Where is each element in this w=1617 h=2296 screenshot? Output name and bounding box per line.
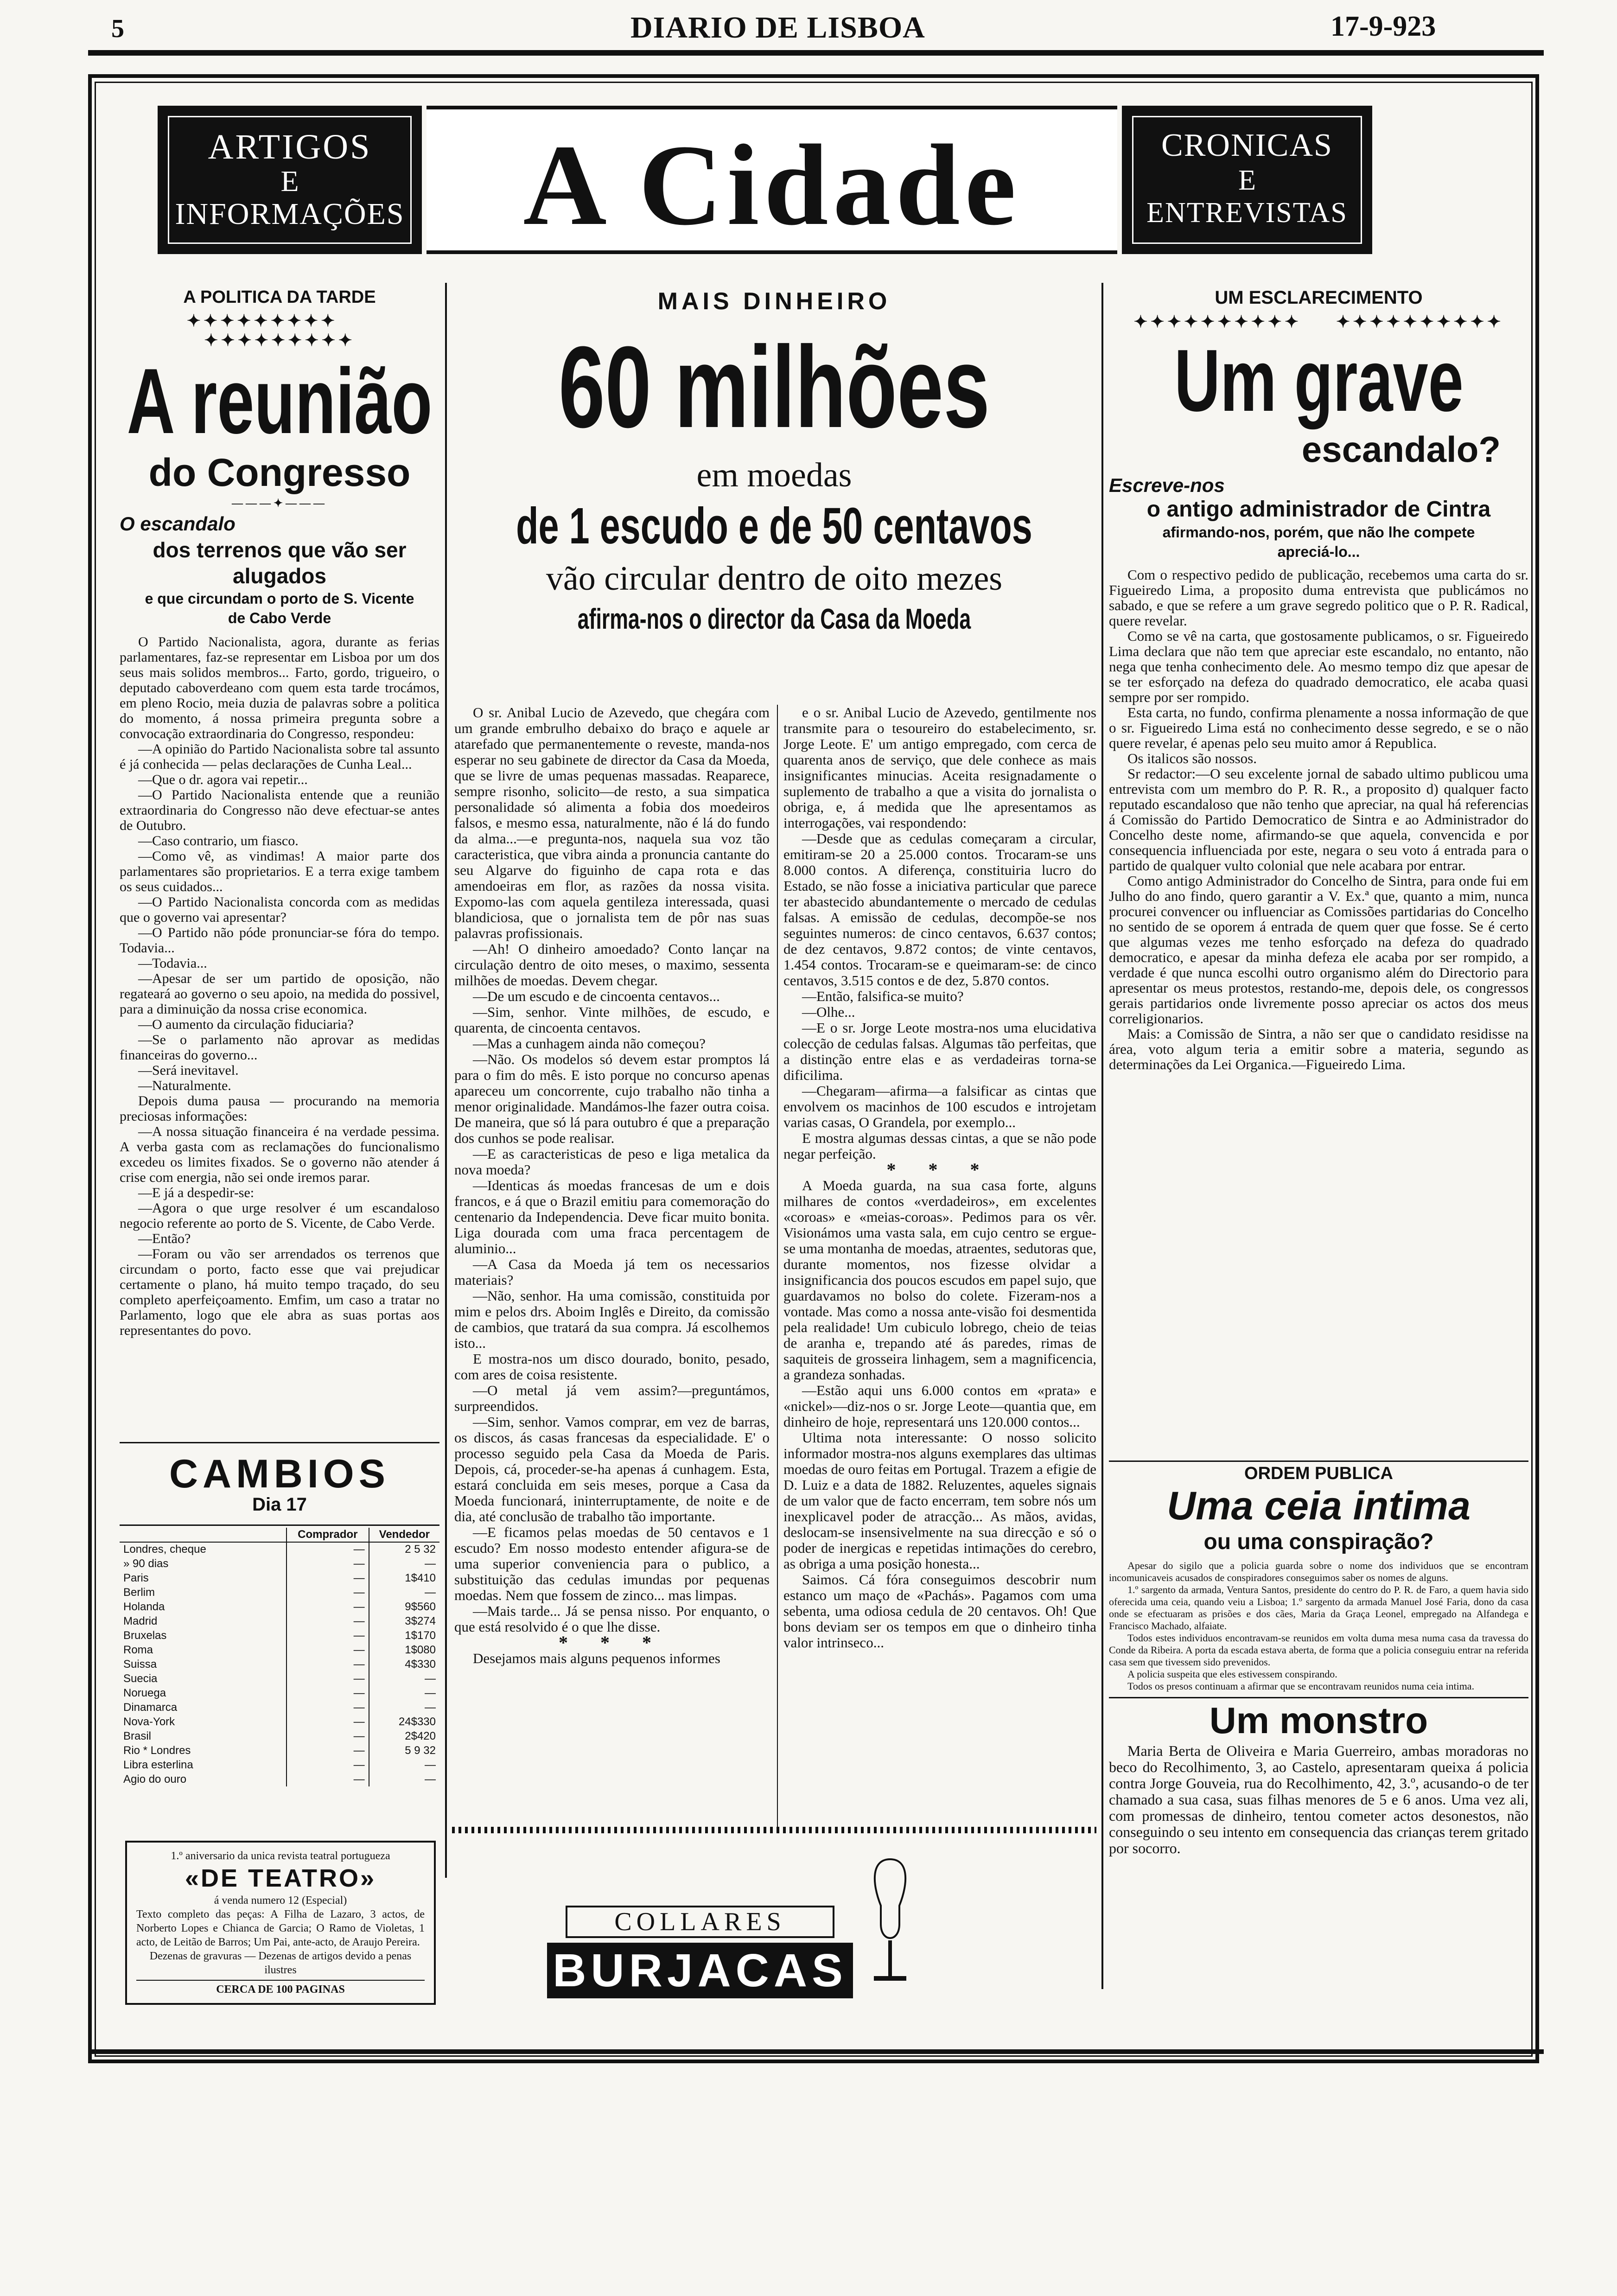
paragraph: A Moeda guarda, na sua casa forte, alguns milhares de contos «verdadeiros», em excelentes «coroas» e «meias-coroas». Pedimos para os vêr. Visionámos uma vasta sala, em cujo centro se ergue-se uma montanha de moedas, atraentes, sedutoras que, durante momentos, nos fizesse olvidar a insignificancia dos poucos escudos em papel sujo, que guardavamos no bolso do colete. Fizeram-nos a vontade. Mas como a nossa ante-visão foi desmentida pela realidade! Um cubiculo lobrego, cheio de teias de aranha e, trepando até ás paredes, rimas de saquiteis de grosseira linhagem, sem a magnificencia, a grandeza sonhadas. <box>783 1177 1096 1383</box>
cambios-place: Libra esterlina <box>123 1758 193 1771</box>
teatro-line3: Texto completo das peças: A Filha de Lazaro, 3 actos, de Norberto Lopes e Chianca de Garcia; O Ramo de Violetas, 1 acto, de Leitão de Barros; Um Pai, ante-acto, de Araujo Pereira. <box>136 1908 425 1948</box>
cambios-comprador: — <box>286 1729 369 1743</box>
teatro-line1: 1.º aniversario da unica revista teatral portugueza <box>171 1850 390 1862</box>
center-kicker: MAIS DINHEIRO <box>657 288 891 315</box>
cambios-vendedor: — <box>369 1700 439 1715</box>
cambios-top-rule <box>120 1442 439 1443</box>
monstro-headline: Um monstro <box>1209 1700 1428 1741</box>
cambios-vendedor: 9$560 <box>369 1600 439 1614</box>
cambios-comprador: — <box>286 1671 369 1686</box>
paragraph: —Não, senhor. Ha uma comissão, constituida por mim e pelos drs. Aboim Inglês e Direito, da comissão de cambios, que tratará da sua compra. Já escolhemos isto... <box>454 1288 770 1351</box>
paragraph: —Olhe... <box>802 1004 855 1020</box>
ordem-publica-section <box>1109 1461 1528 1856</box>
center-sub4: afirma-nos o director da Casa da Moeda <box>577 603 971 635</box>
cambios-comprador: — <box>286 1743 369 1758</box>
left-subhead-4: de Cabo Verde <box>228 610 331 626</box>
cambios-row <box>120 1643 439 1657</box>
cambios-header-vendedor: Vendedor <box>369 1528 439 1542</box>
column-rule-right <box>1101 283 1103 1989</box>
cambios-comprador: — <box>286 1628 369 1643</box>
left-column: A POLITICA DA TARDE ✦✦✦✦✦✦✦✦✦ ✦✦✦✦✦✦✦✦✦ A reunião do Congresso ———✦——— O escandalo dos terrenos que vão ser alugados e que circundam o porto de S. Vicente de Cabo Verde O Partido Nacionalista, agora, durante as ferias parlamentares, faz-se representar em Lisboa por um dos seus mais solidos membros... Farto, gordo, trigueiro, o deputado caboverdeano com quem esta tarde trocámos, em pleno Rocio, meia duzia de palavras sobre a politica do momento, á nossa primeira pregunta sobre a convocação extraordinaria do Congresso, respondeu: —A opinião do Partido Nacionalista sobre tal assunto é já conhecida — pelas declarações de Cunha Leal... —Que o dr. agora vai repetir... —O Partido Nacionalista entende que a reunião extraordinaria do Congresso não deve efectuar-se antes de Outubro. —Caso contrario, um fiasco. —Como vê, as vindimas! A maior parte dos parlamentares são proprietarios. E a terra exige tambem os seus cuidados... —O Partido Nacionalista concorda com as medidas que o governo vai apresentar? —O Partido não póde pronunciar-se fóra do tempo. Todavia... —Todavia... —Apesar de ser um partido de oposição, não regateará ao governo o seu apoio, na medida do possivel, para a diminuição da nossa crise economica. —O aumento da circulação fiduciaria? —Se o parlamento não aprovar as medidas financeiras do governo... —Será inevitavel. —Naturalmente. Depois duma pausa — procurando na memoria preciosas informações: —A nossa situação financeira é na verdade pessima. A verba gasta com as reclamações do funcionalismo excedeu os limites fixados. Se o governo não atender á crise com energia, não sei onde iremos parar. —E já a despedir-se: —Agora o que urge resolver é um escandaloso negocio referente ao porto de S. Vicente, de Cabo Verde. —Então? —Foram ou vão ser arrendados os terrenos que circundam o porto, facto esse que vai prejudicar certamente o plano, há muito tempo traçado, do seu completo aperfeiçoamento. Emfim, um caso a tratar no Parlamento, logo que ele abra as suas portas aos representantes do povo. <box>120 287 439 1338</box>
paragraph: —E o sr. Jorge Leote mostra-nos uma elucidativa colecção de cedulas falsas. Algumas tão perfeitas, que a distinção entre elas e as verdadeiras torna-se dificilima. <box>783 1020 1096 1083</box>
section-separator: * * * <box>886 1159 993 1180</box>
center-headline: 60 milhões <box>558 322 990 452</box>
cambios-row <box>120 1743 439 1758</box>
paragraph: Como se vê na carta, que gostosamente publicamos, o sr. Figueiredo Lima declara que não tem que apreciar este escandalo, no entanto, não nega que tenha conhecimento dele. Ao mesmo tempo diz que apesar de se ter esforçado na defeza do quadrado democratico, ele acaba quasi sempre por ser rompido. <box>1109 628 1528 705</box>
paragraph: e o sr. Anibal Lucio de Azevedo, gentilmente nos transmite para o tesoureiro do estabelecimento, sr. Jorge Leote. E' um antigo empregado, com cerca de quarenta anos de serviço, que dele conhece as mais insignificantes minucias. Aceita resignadamente o suplemento de trabalho a que a visita do jornalista o obriga, e, á medida que lhe apresentamos as interrogações, vai respondendo: <box>783 704 1096 831</box>
cambios-place: Suecia <box>123 1672 158 1685</box>
paragraph: —Então, falsifica-se muito? <box>802 988 964 1004</box>
center-article-col-a <box>454 705 770 1666</box>
left-article-body <box>120 634 439 1338</box>
cambios-vendedor: — <box>369 1772 439 1786</box>
cambios-row <box>120 1614 439 1628</box>
center-bottom-rule <box>452 1827 1096 1833</box>
paragraph: —Estão aqui uns 6.000 contos em «prata» e «nickel»—diz-nos o sr. Jorge Leote—quantia que, em dinheiro de hoje, representará uns 120.000 contos... <box>783 1382 1096 1430</box>
paragraph: Esta carta, no fundo, confirma plenamente a nossa informação de que o sr. Figueiredo Lima está no conhecimento desse segredo, e se o não quere revelar, é apenas pelo seu muito amor á Republica. <box>1109 704 1528 751</box>
left-headline: A reunião <box>127 350 433 453</box>
cambios-row <box>120 1772 439 1786</box>
paragraph: Sr redactor:—O seu excelente jornal de sabado ultimo publicou uma entrevista com um membro do P. R. R., a proposito d) qualquer facto reputado escandaloso que não tenho que apreciar, na qual há referencias á Comissão do Partido Democratico de Sintra e ao Administrador do Concelho deste nome, afirmando-se que aquela, convencida e por consequencia influenciada por este, negara o seu voto á entrada para o partido de qualquer vulto colonial que nele acabara por entrar. <box>1109 765 1528 874</box>
right-column: UM ESCLARECIMENTO ✦✦✦✦✦✦✦✦✦✦ ✦✦✦✦✦✦✦✦✦✦ Um grave escandalo? Escreve-nos o antigo administrador de Cintra afirmando-nos, porém, que não lhe compete apreciá-lo... Com o respectivo pedido de publicação, recebemos uma carta do sr. Figueiredo Lima, a proposito duma entrevista que publicámos no sabado, e que se refere a um grave segredo politico que o P. R. Radical, quere revelar. Como se vê na carta, que gostosamente publicamos, o sr. Figueiredo Lima declara que não tem que apreciar este escandalo, no entanto, não nega que tenha conhecimento dele. Ao mesmo tempo diz que apesar de se ter esforçado na defeza do quadrado democratico, ele acaba quasi sempre por ser rompido. Esta carta, no fundo, confirma plenamente a nossa informação de que o sr. Figueiredo Lima está no conhecimento desse segredo, e se o não quere revelar, é apenas pelo seu muito amor á Republica. Os italicos são nossos. Sr redactor:—O seu excelente jornal de sabado ultimo publicou uma entrevista com um membro do P. R. R., a proposito d) qualquer facto reputado escandaloso que não tenho que apreciar, na qual há referencias á Comissão do Partido Democratico de Sintra e ao Administrador do Concelho deste nome, afirmando-se que aquela, convencida e por consequencia influenciada por este, negara o seu voto á entrada para o partido de qualquer vulto colonial que nele acabara por entrar. Como antigo Administrador do Concelho de Sintra, para onde fui em Julho do ano findo, quero garantir a V. Ex.ª que, quanto a mim, nunca procurei convencer ou influenciar as Comissões partidarias do Concelho no sentido de se oporem á entrada de quem quer que fosse. Se é certo que algumas vezes me tenho esforçado na defeza do quadrado democratico, e apesar da minha defeza ele acaba por ser rompido, a verdade é que nunca escolhi outro organismo além do Directorio para apresentar os meus protestos, restando-me, depois dele, os congressos gerais partidarios onde livremente posso apreciar os actos dos meus correligionarios. Mais: a Comissão de Sintra, a não ser que o candidato residisse na área, voto algum teria a emitir sobre a materia, segundo as determinações da Lei Organica.—Figueiredo Lima. <box>1109 287 1528 1072</box>
teatro-ad <box>125 1841 436 2005</box>
header-rule <box>88 50 1544 56</box>
cambios-comprador: — <box>286 1571 369 1585</box>
paragraph: —Se o parlamento não aprovar as medidas financeiras do governo... <box>120 1032 439 1063</box>
cambios-place: Nova-York <box>123 1715 175 1728</box>
cambios-row <box>120 1686 439 1700</box>
paragraph: —E as caracteristicas de peso e liga metalica da nova moeda? <box>454 1146 770 1178</box>
paragraph: —Chegaram—afirma—a falsificar as cintas que envolvem os macinhos de 100 escudos e introjetam varias casas, O Grandela, por exemplo... <box>783 1083 1096 1130</box>
cambios-row <box>120 1585 439 1600</box>
cambios-vendedor: 1$080 <box>369 1643 439 1657</box>
paragraph: —Ah! O dinheiro amoedado? Conto lançar na circulação dentro de oito meses, o maximo, sessenta milhões de moedas. Devem chegar. <box>454 941 770 989</box>
cambios-row <box>120 1600 439 1614</box>
left-subhead: do Congresso <box>148 451 411 494</box>
cambios-place: Agio do ouro <box>123 1773 187 1786</box>
right-subhead-2: o antigo administrador de Cintra <box>1146 497 1491 522</box>
cambios-place: Madrid <box>123 1614 158 1627</box>
cambios-place: Londres, cheque <box>123 1543 206 1556</box>
cambios-row <box>120 1657 439 1671</box>
masthead-title-panel <box>427 106 1117 254</box>
paragraph: —Mais tarde... Já se pensa nisso. Por enquanto, o que está resolvido é o que lhe disse. <box>454 1603 770 1635</box>
paragraph: O Partido Nacionalista, agora, durante as ferias parlamentares, faz-se representar em Lisboa por um dos seus mais solidos membros... Farto, gordo, trigueiro, o deputado caboverdeano com quem esta tarde trocámos, em pleno Rocio, meia duzia de palavras sobre a politica do momento, á nossa primeira pregunta sobre a convocação extraordinaria do Congresso, respondeu: <box>120 634 439 741</box>
paragraph: —Foram ou vão ser arrendados os terrenos que circundam o porto, facto esse que vai prejudicar certamente o plano, há muito tempo traçado, do seu completo aperfeiçoamento. Emfim, um caso a tratar no Parlamento, logo que ele abra as suas portas aos representantes do povo. <box>120 1246 439 1338</box>
wine-glass-illustration <box>862 1850 918 1998</box>
cambios-place: Bruxelas <box>123 1629 167 1642</box>
cambios-row <box>120 1628 439 1643</box>
paragraph: —Desde que as cedulas começaram a circular, emitiram-se 20 a 25.000 contos. Trocaram-se uns 8.000 contos. A diferença, constituiria lucro do Estado, se não fosse a iniciativa particular que parece ter abastecido abundantemente o mercado de cedulas falsas. A emissão de cedulas, decompõe-se nos seguintes numeros: de cinco centavos, 6.637 contos; de dez centavos, 9.872 contos; de vinte centavos, 1.454 contos. Trocaram-se e queimaram-se: de cinco centavos, 3.515 contos e de dez, 5.870 contos. <box>783 830 1096 989</box>
cambios-place: Roma <box>123 1643 153 1656</box>
cambios-comprador: — <box>286 1643 369 1657</box>
paragraph: 1.º sargento da armada, Ventura Santos, presidente do centro do P. R. de Faro, a quem havia sido oferecida uma ceia, quando veiu a Lisboa; 1.º sargento da armada Manuel José Faria, dono da casa onde se efectuaram as prisões e dos cães, Maria da Graça Leonel, empregado na Alfandega e Francisco Machado, alfaiate. <box>1109 1584 1528 1632</box>
paragraph: —Caso contrario, um fiasco. <box>138 833 299 848</box>
page-number: 5 <box>111 14 124 43</box>
cambios-comprador: — <box>286 1758 369 1772</box>
masthead-right-line1: CRONICAS <box>1161 128 1333 163</box>
cambios-comprador: — <box>286 1585 369 1600</box>
paragraph: —Sim, senhor. Vamos comprar, em vez de barras, os discos, ás casas francesas da especialidade. E' o processo seguido pela Casa da Moeda de Paris. Depois, cá, proceder-se-ha apenas á cunhagem. Esta, estará concluida em seis meses, porque a Casa da Moeda funcionará, ininterruptamente, de noite e de dia, até conclusão de trabalho tão importante. <box>454 1414 770 1524</box>
issue-date: 17-9-923 <box>1331 11 1436 42</box>
paragraph: —Todavia... <box>138 956 207 971</box>
teatro-line4: Dezenas de gravuras — Dezenas de artigos devido a penas ilustres <box>149 1950 412 1976</box>
cambios-vendedor: — <box>369 1671 439 1686</box>
ordem-subhead: ou uma conspiração? <box>1203 1530 1434 1554</box>
paragraph: A policia suspeita que eles estivessem conspirando. <box>1127 1668 1337 1680</box>
ad-top-text: COLLARES <box>566 1906 834 1938</box>
cambios-row <box>120 1542 439 1556</box>
section-separator: * * * <box>559 1632 665 1653</box>
cambios-row <box>120 1729 439 1743</box>
cambios-row <box>120 1715 439 1729</box>
paragraph: —A nossa situação financeira é na verdade pessima. A verba gasta com as reclamações do funcionalismo excedeu os limites fixados. Se o governo não atender á crise com energia, não sei onde iremos parar. <box>120 1124 439 1185</box>
cambios-place: Noruega <box>123 1686 166 1699</box>
cambios-header-comprador: Comprador <box>286 1528 369 1542</box>
cambios-place: Paris <box>123 1571 149 1584</box>
footer-rule <box>88 2049 1544 2054</box>
paragraph: —E ficamos pelas moedas de 50 centavos e 1 escudo? Em nosso modesto entender afigura-se de uma superior conveniencia para o publico, a substituição das cedulas imundas por pequenas moedas. Nem que fossem de zinco... mas limpas. <box>454 1524 770 1603</box>
paragraph: —Não. Os modelos só devem estar promptos lá para o fim do mês. E isto porque no concurso apenas apareceu um concorrente, cujo trabalho não tinha a menor originalidade. Mandámos-lhe fazer outra coisa. De maneira, que só lá para outubro é que a preparação dos cunhos se pode realisar. <box>454 1051 770 1146</box>
paragraph: —Sim, senhor. Vinte milhões, de escudo, e quarenta, de cincoenta centavos. <box>454 1004 770 1036</box>
cambios-vendedor: 4$330 <box>369 1657 439 1671</box>
ad-brand: BURJACAS <box>547 1943 853 1998</box>
cambios-vendedor: 5 9 32 <box>369 1743 439 1758</box>
right-headline: Um grave <box>1174 332 1464 430</box>
left-subhead-3: e que circundam o porto de S. Vicente <box>145 590 414 607</box>
newspaper-name: DIARIO DE LISBOA <box>630 11 925 45</box>
cambios-vendedor: 2$420 <box>369 1729 439 1743</box>
masthead-left-line3: INFORMAÇÕES <box>175 197 405 231</box>
cambios-comprador: — <box>286 1686 369 1700</box>
cambios-vendedor: — <box>369 1556 439 1571</box>
cambios-box <box>120 1451 439 1786</box>
cambios-day: Dia 17 <box>252 1494 307 1515</box>
teatro-title: «DE TEATRO» <box>185 1864 376 1892</box>
paragraph: —O Partido não póde pronunciar-se fóra do tempo. Todavia... <box>120 925 439 956</box>
left-section-label: O escandalo <box>120 513 236 535</box>
center-article-col-b <box>783 705 1096 1651</box>
paragraph: —O metal já vem assim?—preguntámos, surpreendidos. <box>454 1382 770 1414</box>
masthead-right-line3: ENTREVISTAS <box>1146 197 1348 229</box>
ordem-headline: Uma ceia intima <box>1167 1484 1471 1528</box>
paragraph: Os italicos são nossos. <box>1127 750 1257 766</box>
left-kicker: A POLITICA DA TARDE <box>183 287 376 307</box>
masthead-right-panel <box>1122 106 1372 254</box>
paragraph: Ultima nota interessante: O nosso solicito informador mostra-nos alguns exemplares das ultimas moedas de ouro feitas em Portugal. Trazem a efigie de D. Luiz e a data de 1882. Reluzentes, aqueles signais de um valor que de facto encerram, tem sobre nós um inexplicavel poder de atracção... As mãos, avidas, deslocam-se insensivelmente na sua direcção e só o poder de inergicas e repetidas intimações do cerebro, as obriga a uma posição honesta... <box>783 1429 1096 1572</box>
paragraph: Todos os presos continuam a afirmar que se encontravam reunidos numa ceia intima. <box>1127 1680 1475 1692</box>
cambios-row <box>120 1571 439 1585</box>
right-subhead-3: afirmando-nos, porém, que não lhe compete <box>1162 524 1475 541</box>
masthead-right-line2: E <box>1238 165 1256 196</box>
cambios-vendedor: 24$330 <box>369 1715 439 1729</box>
cambios-comprador: — <box>286 1542 369 1556</box>
paragraph: Maria Berta de Oliveira e Maria Guerreiro, ambas moradoras no beco do Recolhimento, 3, ao Castelo, apresentaram queixa á policia contra Jorge Gouveia, rua do Recolhimento, 42, 3.º, acusando-o de ter chamado a sua casa, suas filhas menores de 5 e 6 anos. Uma vez ali, com promessas de dinheiro, tentou cometer actos desonestos, não conseguindo o seu intento em consequencia das crianças terem gritado por socorro. <box>1109 1742 1528 1856</box>
cambios-comprador: — <box>286 1715 369 1729</box>
cambios-place: Dinamarca <box>123 1701 178 1714</box>
cambios-title: CAMBIOS <box>169 1452 390 1496</box>
cambios-place: Brasil <box>123 1729 152 1742</box>
paragraph: E mostra algumas dessas cintas, a que se não pode negar perfeição. <box>783 1130 1096 1162</box>
center-sub2: de 1 escudo e de 50 centavos <box>516 497 1032 555</box>
cambios-vendedor: 1$170 <box>369 1628 439 1643</box>
cambios-vendedor: 1$410 <box>369 1571 439 1585</box>
paragraph: —Mas a cunhagem ainda não começou? <box>473 1035 706 1052</box>
cambios-place: Rio * Londres <box>123 1744 191 1757</box>
cambios-vendedor: — <box>369 1686 439 1700</box>
paragraph: —De um escudo e de cincoenta centavos... <box>473 988 720 1004</box>
column-rule-center <box>777 705 778 1827</box>
paragraph: —O Partido Nacionalista concorda com as medidas que o governo vai apresentar? <box>120 894 439 925</box>
cambios-table <box>120 1528 439 1786</box>
paragraph: Todos estes individuos encontravam-se reunidos em volta duma mesa numa casa da travessa do Conde da Ribeira. A porta da escada estava aberta, de forma que a policia conseguiu entrar na referida casa sem que tivessem sido prevenidos. <box>1109 1632 1528 1668</box>
collares-burjacas-ad <box>547 1906 853 2008</box>
right-kicker: UM ESCLARECIMENTO <box>1215 287 1423 308</box>
masthead-left-line2: E <box>280 165 299 198</box>
paragraph: —E já a despedir-se: <box>138 1185 255 1200</box>
paragraph: —A opinião do Partido Nacionalista sobre tal assunto é já conhecida — pelas declarações de Cunha Leal... <box>120 741 439 772</box>
cambios-vendedor: — <box>369 1758 439 1772</box>
masthead-left-panel <box>158 106 422 254</box>
right-subhead-4: apreciá-lo... <box>1277 543 1360 560</box>
cambios-comprador: — <box>286 1600 369 1614</box>
paragraph: —Identicas ás moedas francesas de um e dois francos, e á que o Brazil emitiu para comemoração do centenario da Independencia. Deve ficar muito bonita. Liga dourada com uma fraca percentagem de aluminio... <box>454 1177 770 1256</box>
paragraph: —Que o dr. agora vai repetir... <box>138 772 308 787</box>
right-section-label: Escreve-nos <box>1109 474 1225 496</box>
paragraph: Apesar do sigilo que a policia guarda sobre o nome dos individuos que se encontram incomunicaveis acusados de conspiradores conseguimos saber os nomes de alguns. <box>1109 1560 1528 1583</box>
paragraph: Desejamos mais alguns pequenos informes <box>473 1650 720 1666</box>
cambios-comprador: — <box>286 1772 369 1786</box>
cambios-vendedor: 3$274 <box>369 1614 439 1628</box>
cambios-comprador: — <box>286 1556 369 1571</box>
paragraph: —A Casa da Moeda já tem os necessarios materiais? <box>454 1256 770 1288</box>
cambios-row <box>120 1556 439 1571</box>
cambios-row <box>120 1758 439 1772</box>
teatro-line5: CERCA DE 100 PAGINAS <box>136 1980 425 1996</box>
right-article-body <box>1109 567 1528 1072</box>
cambios-place: Berlim <box>123 1586 155 1599</box>
cambios-comprador: — <box>286 1700 369 1715</box>
cambios-row <box>120 1671 439 1686</box>
paragraph: —O aumento da circulação fiduciaria? <box>138 1017 354 1032</box>
ordem-body <box>1109 1560 1528 1692</box>
masthead-title: A Cidade <box>523 121 1021 249</box>
cambios-vendedor: 2 5 32 <box>369 1542 439 1556</box>
ordem-kicker: ORDEM PUBLICA <box>1244 1464 1393 1483</box>
paragraph: Mais: a Comissão de Sintra, a não ser que o candidato residisse na área, voto algum teria a emitir sobre a materia, segundo as determinações da Lei Organica.—Figueiredo Lima. <box>1109 1026 1528 1072</box>
paragraph: O sr. Anibal Lucio de Azevedo, que chegára com um grande embrulho debaixo do braço e aquele ar atarefado que permanentemente o reveste, manda-nos esperar no seu gabinete de director da Casa da Moeda, que se livre de umas pequenas massadas. Reaparece, sempre risonho, solicito—de resto, a sua simpatica personalidade só alimenta a fobia dos moedeiros falsos, e mesmo essa, naturalmente, não é lá do fundo da alma...—e pregunta-nos, naquela sua voz tão caracteristica, que vibra ainda a pronuncia cantante do seu Algarve do figuinho de capa rota e das amendoeiras em flor, as razões da nossa visita. Expomo-las com aquela gentileza interessada, quasi blandiciosa, que o jornalista tem de pôr nas suas palavras profissionais. <box>454 704 770 941</box>
cambios-comprador: — <box>286 1657 369 1671</box>
paragraph: —Então? <box>138 1231 191 1246</box>
cambios-vendedor: — <box>369 1585 439 1600</box>
cambios-place: » 90 dias <box>123 1557 169 1570</box>
cambios-place: Suissa <box>123 1658 157 1671</box>
center-sub3: vão circular dentro de oito mezes <box>546 560 1003 598</box>
column-rule-left <box>445 283 447 1878</box>
cambios-place: Holanda <box>123 1600 165 1613</box>
monstro-body <box>1109 1743 1528 1856</box>
paragraph: —Apesar de ser um partido de oposição, não regateará ao governo o seu apoio, na medida do possivel, para a diminuição da nossa crise economica. <box>120 971 439 1017</box>
paragraph: Saimos. Cá fóra conseguimos descobrir num estanco um maço de «Pachás». Pagamos com uma sebenta, uma odiosa cedula de 20 centavos. Oh! Que bons deviam ser os tempos em que o dinheiro tinha valor intrinseco... <box>783 1571 1096 1651</box>
left-subhead-2: dos terrenos que vão ser alugados <box>153 538 407 588</box>
cambios-comprador: — <box>286 1614 369 1628</box>
paragraph: —Agora o que urge resolver é um escandaloso negocio referente ao porto de S. Vicente, de Cabo Verde. <box>120 1200 439 1231</box>
teatro-line2: á venda numero 12 (Especial) <box>214 1894 347 1907</box>
paragraph: —Será inevitavel. <box>138 1063 239 1078</box>
paragraph: Com o respectivo pedido de publicação, recebemos uma carta do sr. Figueiredo Lima, a proposito duma entrevista que publicámos no sabado, e que se refere a um grave segredo politico que o P. R. Radical, quere revelar. <box>1109 567 1528 629</box>
cambios-row <box>120 1700 439 1715</box>
center-sub1: em moedas <box>696 456 852 494</box>
paragraph: —Como vê, as vindimas! A maior parte dos parlamentares são proprietarios. E a terra exige tambem os seus cuidados... <box>120 848 439 894</box>
paragraph: E mostra-nos um disco dourado, bonito, pesado, com ares de coisa resistente. <box>454 1351 770 1383</box>
paragraph: —Naturalmente. <box>138 1078 231 1093</box>
right-subhead: escandalo? <box>1301 429 1501 470</box>
masthead-left-line1: ARTIGOS <box>208 128 372 166</box>
paragraph: Como antigo Administrador do Concelho de Sintra, para onde fui em Julho do ano findo, quero garantir a V. Ex.ª que, quanto a mim, nunca procurei convencer ou influenciar as Comissões partidarias do Concelho no sentido de se oporem á entrada de quem quer que fosse. Se é certo que algumas vezes me tenho esforçado na defeza do quadrado democratico, e apesar da minha defeza ele acaba por ser rompido, a verdade é que nunca escolhi outro organismo além do Directorio para apresentar os meus protestos, restando-me, depois dele, os congressos gerais partidarios onde livremente posso apreciar os actos dos meus correligionarios. <box>1109 873 1528 1027</box>
paragraph: Depois duma pausa — procurando na memoria preciosas informações: <box>120 1093 439 1124</box>
paragraph: —O Partido Nacionalista entende que a reunião extraordinaria do Congresso não deve efectuar-se antes de Outubro. <box>120 787 439 833</box>
center-column <box>452 287 1096 638</box>
